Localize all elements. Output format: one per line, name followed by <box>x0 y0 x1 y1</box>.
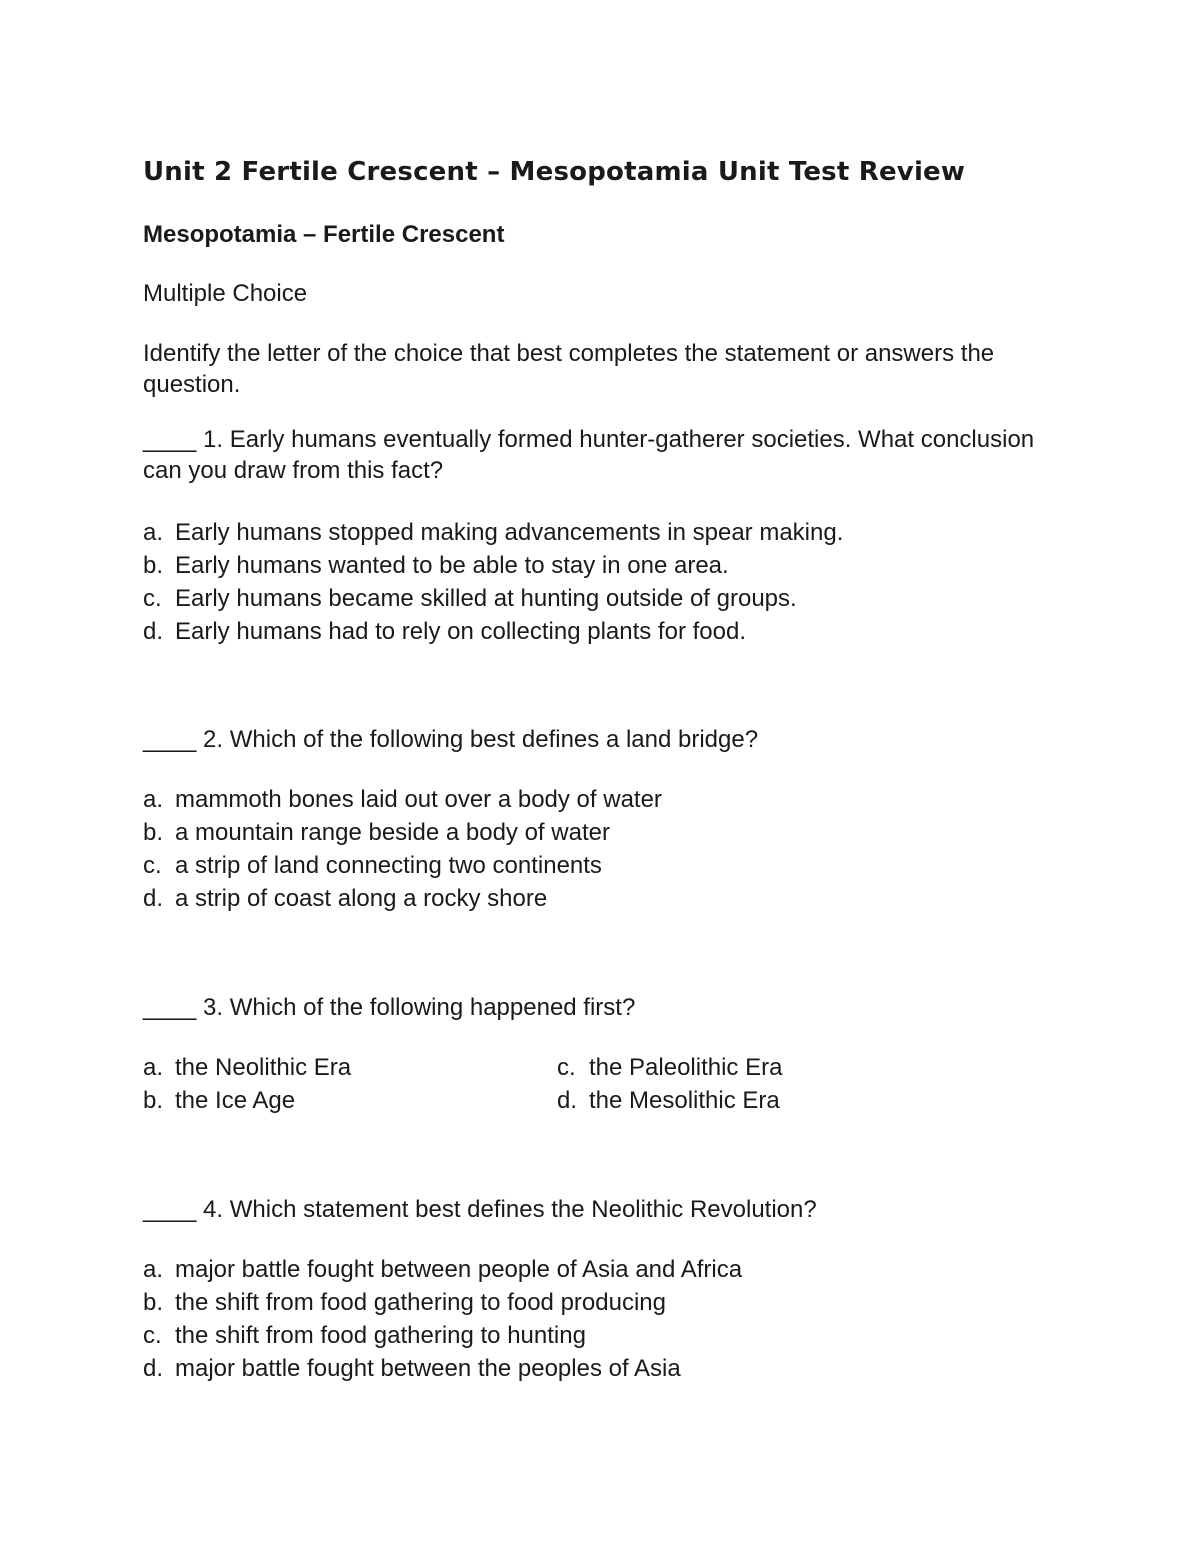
option-letter: b. <box>143 552 164 579</box>
option-letter: c. <box>143 1322 162 1349</box>
option-list <box>143 1253 1063 1385</box>
instructions: Identify the letter of the choice that best completes the statement or answers the question. <box>143 340 995 398</box>
document-title: Unit 2 Fertile Crescent – Mesopotamia Unit Test Review <box>143 157 966 187</box>
question-2 <box>143 724 1063 915</box>
option-text: a strip of coast along a rocky shore <box>175 885 548 912</box>
question-4 <box>143 1194 1063 1385</box>
question-stem: ____ 1. Early humans eventually formed hunter-gatherer societies. What conclusion can you draw from this fact? <box>143 426 1035 484</box>
option-text: the Neolithic Era <box>175 1054 352 1081</box>
option-letter: a. <box>143 1054 164 1081</box>
option-text: Early humans stopped making advancements in spear making. <box>175 519 844 546</box>
option-d <box>143 615 1063 648</box>
option-letter: d. <box>143 1355 164 1382</box>
option-text: the Paleolithic Era <box>589 1054 783 1081</box>
option-c <box>143 1319 1063 1352</box>
option-d <box>557 1084 957 1117</box>
option-d <box>143 882 1063 915</box>
option-letter: d. <box>143 618 164 645</box>
option-text: mammoth bones laid out over a body of water <box>175 786 662 813</box>
option-text: a mountain range beside a body of water <box>175 819 610 846</box>
section-heading: Mesopotamia – Fertile Crescent <box>143 221 505 248</box>
option-text: the shift from food gathering to hunting <box>175 1322 586 1349</box>
option-text: major battle fought between the peoples of Asia <box>175 1355 681 1382</box>
question-stem: ____ 3. Which of the following happened first? <box>143 994 636 1021</box>
option-text: Early humans had to rely on collecting plants for food. <box>175 618 746 645</box>
option-letter: d. <box>143 885 164 912</box>
option-b <box>143 1286 1063 1319</box>
option-c <box>143 582 1063 615</box>
option-letter: c. <box>557 1054 576 1081</box>
option-text: the Ice Age <box>175 1087 296 1114</box>
option-text: Early humans wanted to be able to stay in one area. <box>175 552 729 579</box>
question-3 <box>143 992 1063 1117</box>
option-list <box>143 516 1063 648</box>
option-d <box>143 1352 1063 1385</box>
option-text: Early humans became skilled at hunting outside of groups. <box>175 585 797 612</box>
option-text: the Mesolithic Era <box>589 1087 780 1114</box>
option-letter: c. <box>143 585 162 612</box>
question-1 <box>143 424 1063 648</box>
question-stem: ____ 4. Which statement best defines the Neolithic Revolution? <box>143 1196 817 1223</box>
question-stem: ____ 2. Which of the following best defines a land bridge? <box>143 726 759 753</box>
option-letter: a. <box>143 519 164 546</box>
option-text: a strip of land connecting two continents <box>175 852 602 879</box>
option-letter: b. <box>143 819 164 846</box>
option-a <box>143 783 1063 816</box>
option-b <box>143 1084 557 1117</box>
option-a <box>143 1253 1063 1286</box>
option-b <box>143 549 1063 582</box>
option-c <box>143 849 1063 882</box>
option-b <box>143 816 1063 849</box>
option-text: major battle fought between people of Asia and Africa <box>175 1256 743 1283</box>
option-letter: a. <box>143 786 164 813</box>
section-label: Multiple Choice <box>143 280 308 307</box>
option-list <box>143 783 1063 915</box>
option-letter: b. <box>143 1289 164 1316</box>
option-c <box>557 1051 957 1084</box>
option-a <box>143 1051 557 1084</box>
option-letter: c. <box>143 852 162 879</box>
option-grid <box>143 1051 1063 1117</box>
option-letter: a. <box>143 1256 164 1283</box>
option-text: the shift from food gathering to food producing <box>175 1289 666 1316</box>
option-a <box>143 516 1063 549</box>
option-letter: d. <box>557 1087 578 1114</box>
option-letter: b. <box>143 1087 164 1114</box>
